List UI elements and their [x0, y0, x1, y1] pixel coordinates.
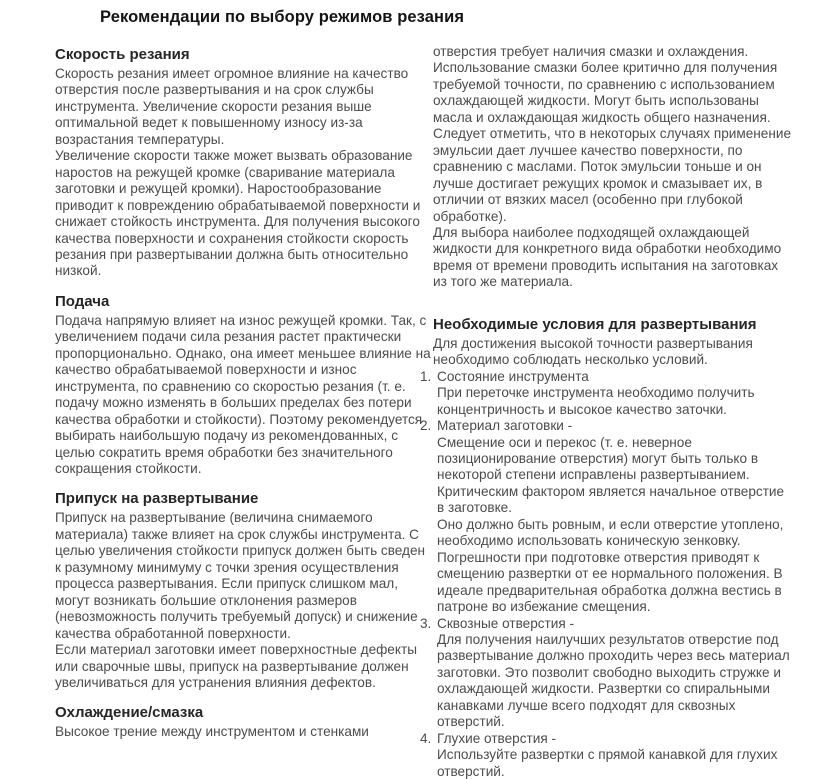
page-title: Рекомендации по выбору режимов резания — [100, 8, 465, 26]
item-title: Глухие отверстия - — [437, 730, 557, 746]
section-heading-reaming-conditions: Необходимые условия для развертывания — [433, 315, 757, 333]
list-item-workpiece-material — [420, 418, 795, 615]
item-number: 3. — [420, 615, 432, 631]
paragraph: Смещение оси и перекос (т. е. неверное позиционирование отверстия) могут быть только в некоторой степени исправлены развертыванием. Критическим фактором является начальное отверстие в заготовке. — [437, 434, 785, 516]
paragraph: Скорость резания имеет огромное влияние на качество отверстия после развертывания и на срок службы инструмента. Увеличение скорости резания выше оптимальной ведет к повышенному износу из-за возрастания температуры. — [55, 66, 409, 147]
paragraph: Высокое трение между инструментом и стенками — [55, 724, 369, 740]
list-item-blind-holes — [420, 730, 795, 780]
section-cutting-speed — [55, 46, 431, 280]
list-item-tool-condition — [420, 368, 795, 418]
item-title: Сквозные отверстия - — [437, 615, 575, 631]
paragraph: Увеличение скорости также может вызвать образование наростов на режущей кромке (сваривание материала заготовки и режущей кромки). Наростообразование приводит к повреждению обрабатываемой поверхности и снижает стойкость инструмента. Для получения высокого качества поверхности и сохранения стойкости скорость резания при развертывании должна быть относительно низкой. — [55, 148, 421, 279]
item-title: Состояние инструмента — [437, 368, 589, 384]
section-heading-reaming-allowance: Припуск на развертывание — [55, 490, 259, 508]
section-reaming-allowance — [55, 490, 431, 691]
paragraph: Если материал заготовки имеет поверхностные дефекты или сварочные швы, припуск на развертывание должен увеличиваться для устранения влияния дефектов. — [55, 642, 417, 690]
item-body — [437, 731, 795, 780]
section-heading-cutting-speed: Скорость резания — [55, 46, 190, 63]
list-item-through-holes — [420, 615, 795, 731]
section-reaming-conditions — [420, 315, 795, 780]
paragraph: Подача напрямую влияет на износ режущей кромки. Так, с увеличением подачи сила резания растет практически пропорционально. Однако, она имеет меньшее влияние на качество обрабатываемой поверхности и износ инструмента, по сравнению со скоростью резания (т. е. подачу можно изменять в больших пределах без потери качества обработки и стойкости). Поэтому рекомендуется выбирать наибольшую подачу из рекомендованных, с целью сократить время обработки без значительного сокращения стойкости. — [55, 312, 431, 476]
paragraph: Используйте развертки с прямой канавкой для глухих отверстий. — [437, 747, 778, 779]
section-heading-feed: Подача — [55, 292, 110, 310]
section-heading-cooling-lubrication: Охлаждение/смазка — [55, 704, 204, 722]
item-body — [437, 418, 795, 615]
section-cooling-lubrication — [55, 704, 431, 740]
section-feed — [55, 293, 431, 478]
paragraph: Для выбора наиболее подходящей охлаждающей жидкости для конкретного вида обработки необходимо время от времени проводить испытания на заготовках из того же материала. — [433, 224, 782, 290]
left-column — [55, 44, 431, 741]
paragraph: отверстия требует наличия смазки и охлаждения. Использование смазки более критично для получения требуемой точности, по сравнению с использованием охлаждающей жидкости. Могут быть использованы масла и охлаждающая жидкость общего назначения. Следует отметить, что в некоторых случаях применение эмульсии дает лучшее качество поверхности, по сравнению с маслами. Поток эмульсии тоньше и он лучше достигает режущих кромок и смазывает их, в отличии от вязких масел (особенно при глубокой обработке). — [433, 44, 792, 224]
right-column — [420, 44, 795, 780]
paragraph: Оно должно быть ровным, и если отверстие утоплено, необходимо использовать коническую зенковку. Погрешности при подготовке отверстия приводят к смещению развертки от ее нормального положения. В идеале предварительная обработка должна вестись в патроне во избежание смещения. — [437, 516, 784, 615]
item-body — [437, 369, 795, 418]
paragraph: Для получения наилучших результатов отверстие под развертывание должно проходить через весь материал заготовки. Это позволит свободно выходить стружке и охлаждающей жидкости. Развертки со спиральными канавками лучше всего подходят для сквозных отверстий. — [437, 631, 790, 730]
item-body — [437, 616, 795, 731]
item-number: 4. — [420, 730, 432, 746]
paragraph: Для достижения высокой точности развертывания необходимо соблюдать несколько условий. — [433, 335, 753, 368]
item-number: 2. — [420, 418, 432, 434]
paragraph: При переточке инструмента необходимо получить концентричность и высокое качество заточки. — [437, 385, 755, 417]
paragraph: Припуск на развертывание (величина снимаемого материала) также влияет на срок службы инструмента. С целью увеличения стойкости припуск должен быть сведен к разумному минимуму с точки зрения осуществления процесса развертывания. Если припуск слишком мал, могут возникать большие отклонения размеров (невозможность получить требуемый допуск) и снижение качества обработанной поверхности. — [55, 510, 426, 641]
item-number: 1. — [420, 368, 432, 384]
item-title: Материал заготовки - — [437, 418, 573, 434]
conditions-list — [420, 368, 795, 780]
